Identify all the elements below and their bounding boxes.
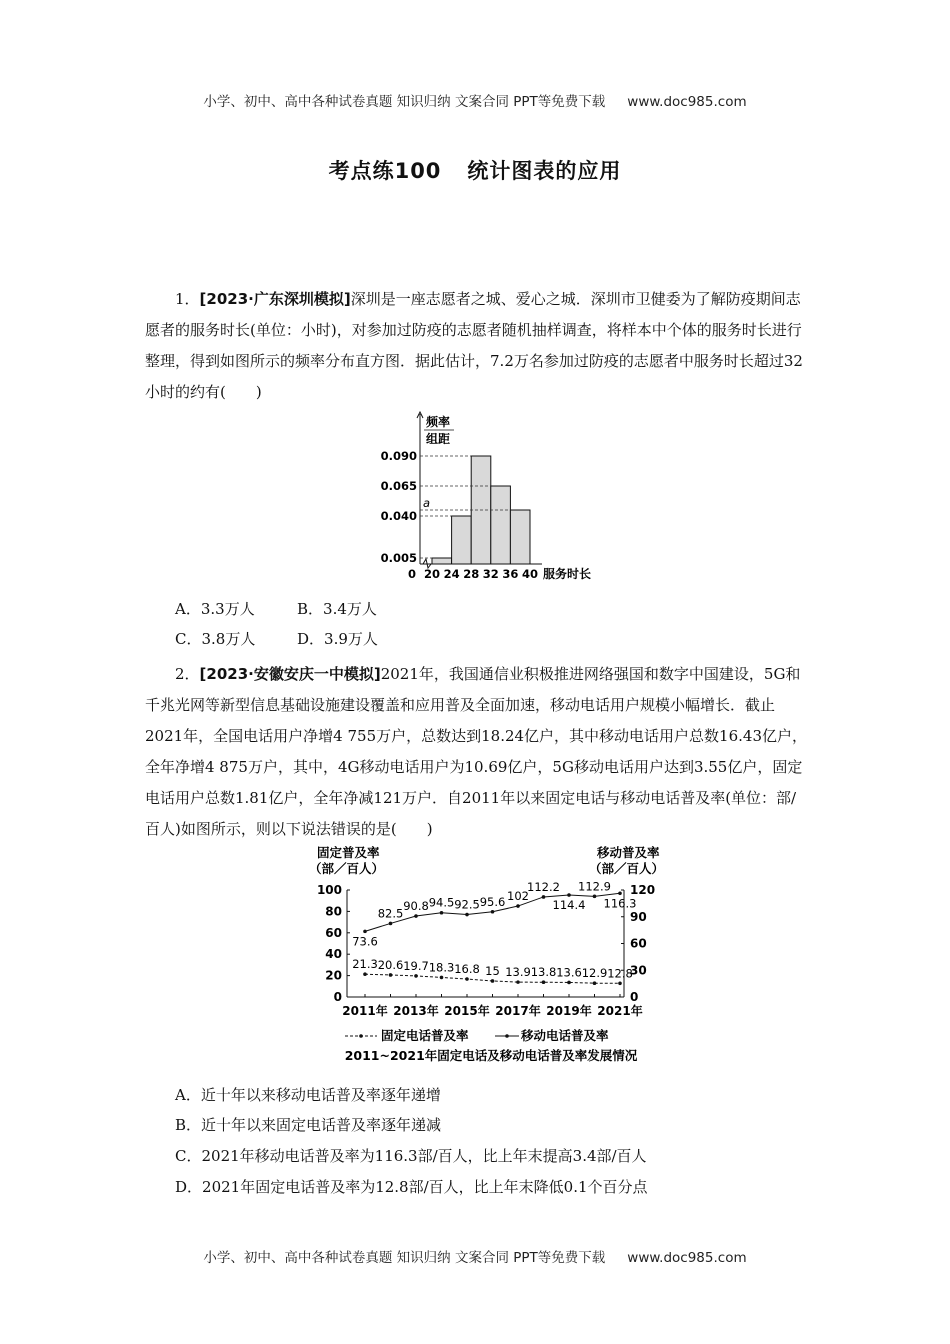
left-tick-label: 40 [325,947,342,962]
penetration-line-chart [305,840,685,1068]
x-tick-label: 2015年 [444,1004,490,1018]
mobile-data-label: 95.6 [479,894,506,909]
hist-y-tick-label: 0.040 [380,509,417,523]
q2-option-b[interactable]: B．近十年以来固定电话普及率逐年递减 [175,1116,442,1134]
x-tick-label: 2017年 [495,1004,541,1018]
question-2 [145,659,810,845]
mobile-point [618,891,622,895]
fixed-point [363,972,367,976]
left-tick-label: 60 [325,925,342,940]
fixed-point [542,980,546,984]
legend-fixed-marker [359,1034,363,1038]
right-axis-unit: （部／百人） [589,861,665,876]
q1-option-b[interactable]: B．3.4万人 [297,600,377,618]
fixed-point [618,982,622,986]
hist-y-tick-label: 0.065 [380,479,417,493]
fixed-data-label: 16.8 [454,962,480,977]
histogram-chart [370,410,620,585]
fixed-point [491,979,495,983]
q1-option-c[interactable]: C．3.8万人 [175,630,256,648]
mobile-data-label: 94.5 [428,895,455,910]
mobile-point [491,910,495,914]
legend-mobile-marker [505,1034,509,1038]
right-axis-title: 移动普及率 [597,845,660,860]
mobile-point [414,914,418,918]
q1-options-row-1 [175,598,377,619]
q1-text: 深圳是一座志愿者之城、爱心之城．深圳市卫健委为了解防疫期间志愿者的服务时长(单位：小时)，对参加过防疫的志愿者随机抽样调查，将样本中个体的服务时长进行整理，得到如图所示的频率分布直方图．据此估计，7.2万名参加过防疫的志愿者中服务时长超过32小时的约有( ) [145,290,803,401]
hist-a-label: a [423,496,431,510]
fixed-point [593,981,597,985]
title-part1: 考点练100 [328,159,442,183]
fixed-point [389,973,393,977]
hist-ylabel-top: 频率 [426,415,451,429]
header-url[interactable]: www.doc985.com [627,94,747,110]
fixed-data-label: 21.3 [352,957,378,972]
x-tick-label: 2013年 [393,1004,439,1018]
fixed-point [414,974,418,978]
footer-text: 小学、初中、高中各种试卷真题 知识归纳 文案合同 PPT等免费下载 [203,1250,606,1266]
q2-option-a[interactable]: A．近十年以来移动电话普及率逐年递增 [175,1086,441,1104]
mobile-point [440,911,444,915]
mobile-data-label: 116.3 [603,896,637,911]
mobile-point [516,904,520,908]
mobile-data-label: 92.5 [454,897,480,912]
line-chart-title: 2011~2021年固定电话及移动电话普及率发展情况 [344,1048,638,1063]
x-tick-label: 2011年 [342,1004,388,1018]
fixed-point [465,977,469,981]
mobile-point [593,895,597,899]
hist-x-tick-label: 28 [463,567,480,581]
right-tick-label: 60 [630,936,647,951]
left-axis-title: 固定普及率 [317,845,380,860]
fixed-point [516,980,520,984]
hist-x-tick-label: 24 [443,567,460,581]
mobile-point [389,922,393,926]
q2-option-c[interactable]: C．2021年移动电话普及率为116.3部/百人，比上年末提高3.4部/百人 [175,1147,647,1165]
left-tick-label: 20 [325,968,342,983]
fixed-data-label: 18.3 [428,960,455,975]
q1-source: [2023·广东深圳模拟] [199,290,351,308]
q1-number: 1． [175,290,200,308]
x-tick-label: 2021年 [597,1004,643,1018]
right-tick-label: 30 [630,963,647,978]
hist-x-tick-label: 36 [502,567,519,581]
mobile-point [542,895,546,899]
page-header [0,90,950,110]
hist-y-tick-label: 0.005 [380,551,417,565]
fixed-point [567,981,571,985]
q1-option-a[interactable]: A．3.3万人 [175,600,255,618]
fixed-data-label: 12.9 [581,966,608,981]
left-tick-label: 80 [325,904,342,919]
hist-bar [491,486,511,564]
left-tick-label: 100 [316,883,342,897]
q2-number: 2． [175,665,200,683]
fixed-point [440,976,444,980]
footer-url[interactable]: www.doc985.com [627,1250,747,1266]
mobile-point [363,930,367,934]
hist-bar [452,516,472,564]
fixed-data-label: 13.9 [505,965,531,980]
right-tick-label: 120 [630,883,656,897]
mobile-data-label: 102 [507,889,529,904]
hist-xlabel: 服务时长 [543,567,592,581]
mobile-data-label: 112.9 [578,879,611,894]
q1-option-d[interactable]: D．3.9万人 [297,630,378,648]
mobile-data-label: 90.8 [403,899,429,914]
question-1 [145,284,810,408]
q1-options-row-2 [175,628,378,649]
mobile-point [465,913,469,917]
mobile-data-label: 73.6 [352,934,378,949]
legend-fixed-label: 固定电话普及率 [381,1028,469,1043]
fixed-data-label: 20.6 [377,957,404,972]
hist-x-tick-label: 40 [521,567,539,581]
hist-ylabel-bottom: 组距 [426,432,451,446]
hist-x-tick-label: 20 [423,567,441,581]
q2-source: [2023·安徽安庆一中模拟] [199,665,381,683]
title-part2: 统计图表的应用 [467,159,622,183]
hist-bar [510,510,530,564]
page-title [0,155,950,185]
hist-bar [432,558,452,564]
left-tick-label: 0 [333,990,342,1004]
page-footer [0,1246,950,1266]
left-axis-unit: （部／百人） [309,861,385,876]
mobile-data-label: 112.2 [527,879,560,894]
fixed-data-label: 15 [485,963,500,978]
fixed-data-label: 12.8 [607,966,633,981]
q2-option-d[interactable]: D．2021年固定电话普及率为12.8部/百人，比上年末降低0.1个百分点 [175,1178,648,1196]
mobile-point [567,893,571,897]
fixed-data-label: 13.6 [556,965,582,980]
hist-x-tick-label: 32 [482,567,499,581]
hist-y-tick-label: 0.090 [380,449,417,463]
fixed-data-label: 19.7 [403,958,429,973]
x-tick-label: 2019年 [546,1004,592,1018]
right-tick-label: 0 [630,990,639,1004]
legend-mobile-label: 移动电话普及率 [521,1028,609,1043]
fixed-data-label: 13.8 [530,965,557,980]
mobile-data-label: 114.4 [552,897,586,912]
mobile-data-label: 82.5 [377,906,404,921]
right-tick-label: 90 [630,909,647,924]
header-text: 小学、初中、高中各种试卷真题 知识归纳 文案合同 PPT等免费下载 [203,94,606,110]
hist-origin-label: 0 [407,567,417,581]
q2-text: 2021年，我国通信业积极推进网络强国和数字中国建设，5G和千兆光网等新型信息基础设施建设覆盖和应用普及全面加速，移动电话用户规模小幅增长．截止2021年，全国电话用户净增4 755万户，总数达到18.24亿户，其中移动电话用户总数16.43亿户，全年净增4 875万户，其中，4G移动电话用户为10.69亿户，5G移动电话用户达到3.55亿户，固定电话用户总数1.81亿户，全年净减121万户．自2011年以来固定电话与移动电话普及率(单位：部/百人)如图所示，则以下说法错误的是( ) [145,665,808,838]
